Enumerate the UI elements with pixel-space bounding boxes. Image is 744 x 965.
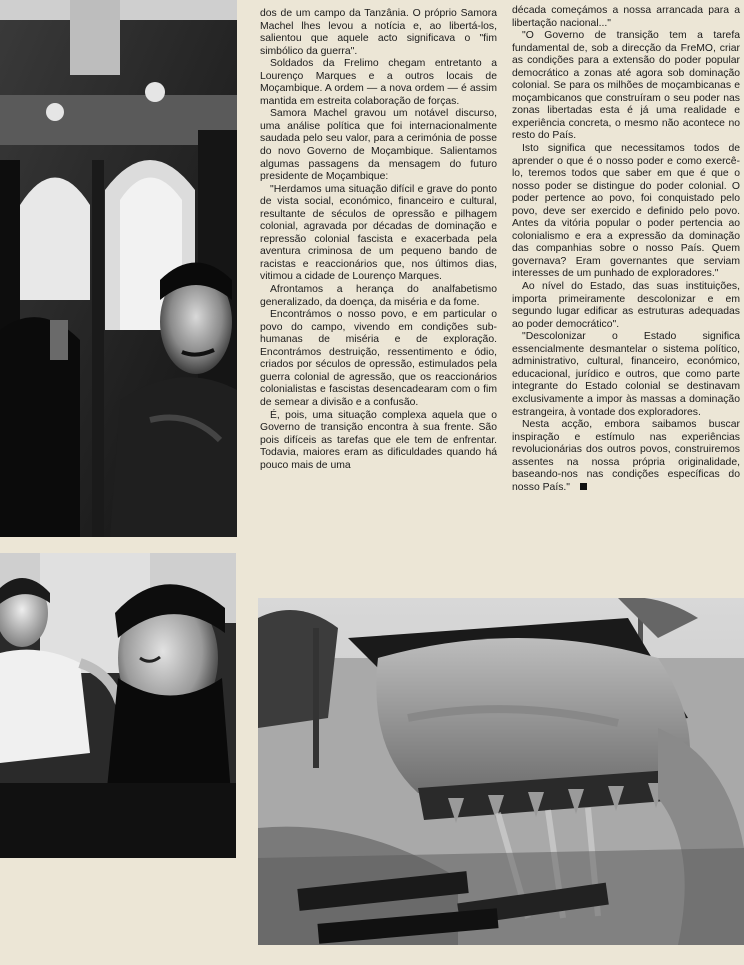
paragraph: "Herdamos uma situação difícil e grave do ponto de vista social, económico, financeiro e cultural, resultante de séculos de opressão e pilhagem colonial, agravada por décadas de dominação e repressão colonial fascista e exacerbada pela aventura criminosa de um pequeno bando de racistas e reaccionários que, nos últimos dias, vitimou a cidade de Lourenço Marques.: [260, 183, 497, 283]
paragraph: É, pois, uma situação complexa aquela que o Governo de transição encontra à sua frente. São pois difíceis as tarefas que ele tem de enfrentar. Todavia, maiores eram as dificuldades quando há pouco mais de uma: [260, 409, 497, 471]
end-of-article-mark: [580, 483, 587, 490]
paragraph: década começámos a nossa arrancada para a libertação nacional...": [512, 5, 740, 29]
paragraph-text: Nesta acção, embora saibamos buscar inspiração e estímulo nas experiências revolucionárias dos outros povos, construiremos assentes na nossa própria originalidade, baseando-nos nas condições específicas do nosso País.": [512, 419, 740, 493]
article-column-center: [260, 8, 497, 472]
paragraph: Isto significa que necessitamos todos de aprender o que é o nosso poder e como exercê-lo, teremos todos que saber em que é que o nosso poder se distingue do poder colonial. O poder pertence ao povo, foi conquistado pelo povo, deve ser exercido e definido pelo povo. Antes da vitória popular o poder pertencia ao colonialismo e era a expressão da dominação das companhias sobre o nosso País. Quem governava? Eram governantes que serviam interesses de um punhado de exploradores.": [512, 143, 740, 280]
paragraph-last: [512, 419, 740, 494]
paragraph: Encontrámos o nosso povo, e em particular o povo do campo, vivendo em condições sub-humanas de miséria e de exploração. Encontrámos destruição, ressentimento e ódio, criados por séculos de opressão, estimulados pela guerra colonial de agressão, que os reaccionários colonialistas e fascistas desencadearam com o fim de semear a divisão e a confusão.: [260, 309, 497, 408]
paragraph: Afrontamos a herança do analfabetismo generalizado, da doença, da miséria e da fome.: [260, 284, 497, 308]
paragraph: "Descolonizar o Estado significa essencialmente desmantelar o sistema político, administrativo, cultural, financeiro, económico, educacional, jurídico e outros, que como parte integrante do Estado colonial se destinavam exclusivamente a impor às massas a dominação estrangeira, à vontade dos exploradores.: [512, 331, 740, 418]
photo-chapel-men: [0, 0, 237, 537]
paragraph: Ao nível do Estado, das suas instituições, importa primeiramente descolonizar e em segundo lugar edificar as estruturas adequadas ao poder democrático".: [512, 281, 740, 330]
photo-excavator-burial: [258, 598, 744, 945]
photo-bearded-men: [0, 553, 236, 858]
paragraph: "O Governo de transição tem a tarefa fundamental de, sob a direcção da FreMO, criar as condições para a extensão do poder popular democrático a zonas até agora sob dominação colonial. Se para os milhões de moçambicanas e moçambicanos que construíram o seu poder nas zonas libertadas esta é já uma realidade e experiência concreta, o mesmo não acontece no resto do País.: [512, 30, 740, 142]
paragraph: Samora Machel gravou um notável discurso, uma análise política que foi internacionalmente saudada pelo seu valor, para a cerimónia de posse do novo Governo de Moçambique. Salientamos algumas passagens da mensagem do futuro presidente de Moçambique:: [260, 108, 497, 183]
paragraph: dos de um campo da Tanzânia. O próprio Samora Machel lhes levou a notícia e, ao libertá-los, salientou que aquele acto significava o "fim simbólico da guerra".: [260, 8, 497, 57]
paragraph: Soldados da Frelimo chegam entretanto a Lourenço Marques e a outros locais de Moçambique. A ordem — a nova ordem — é assim mantida em estreita colaboração de forças.: [260, 58, 497, 107]
article-column-right: [512, 5, 740, 494]
